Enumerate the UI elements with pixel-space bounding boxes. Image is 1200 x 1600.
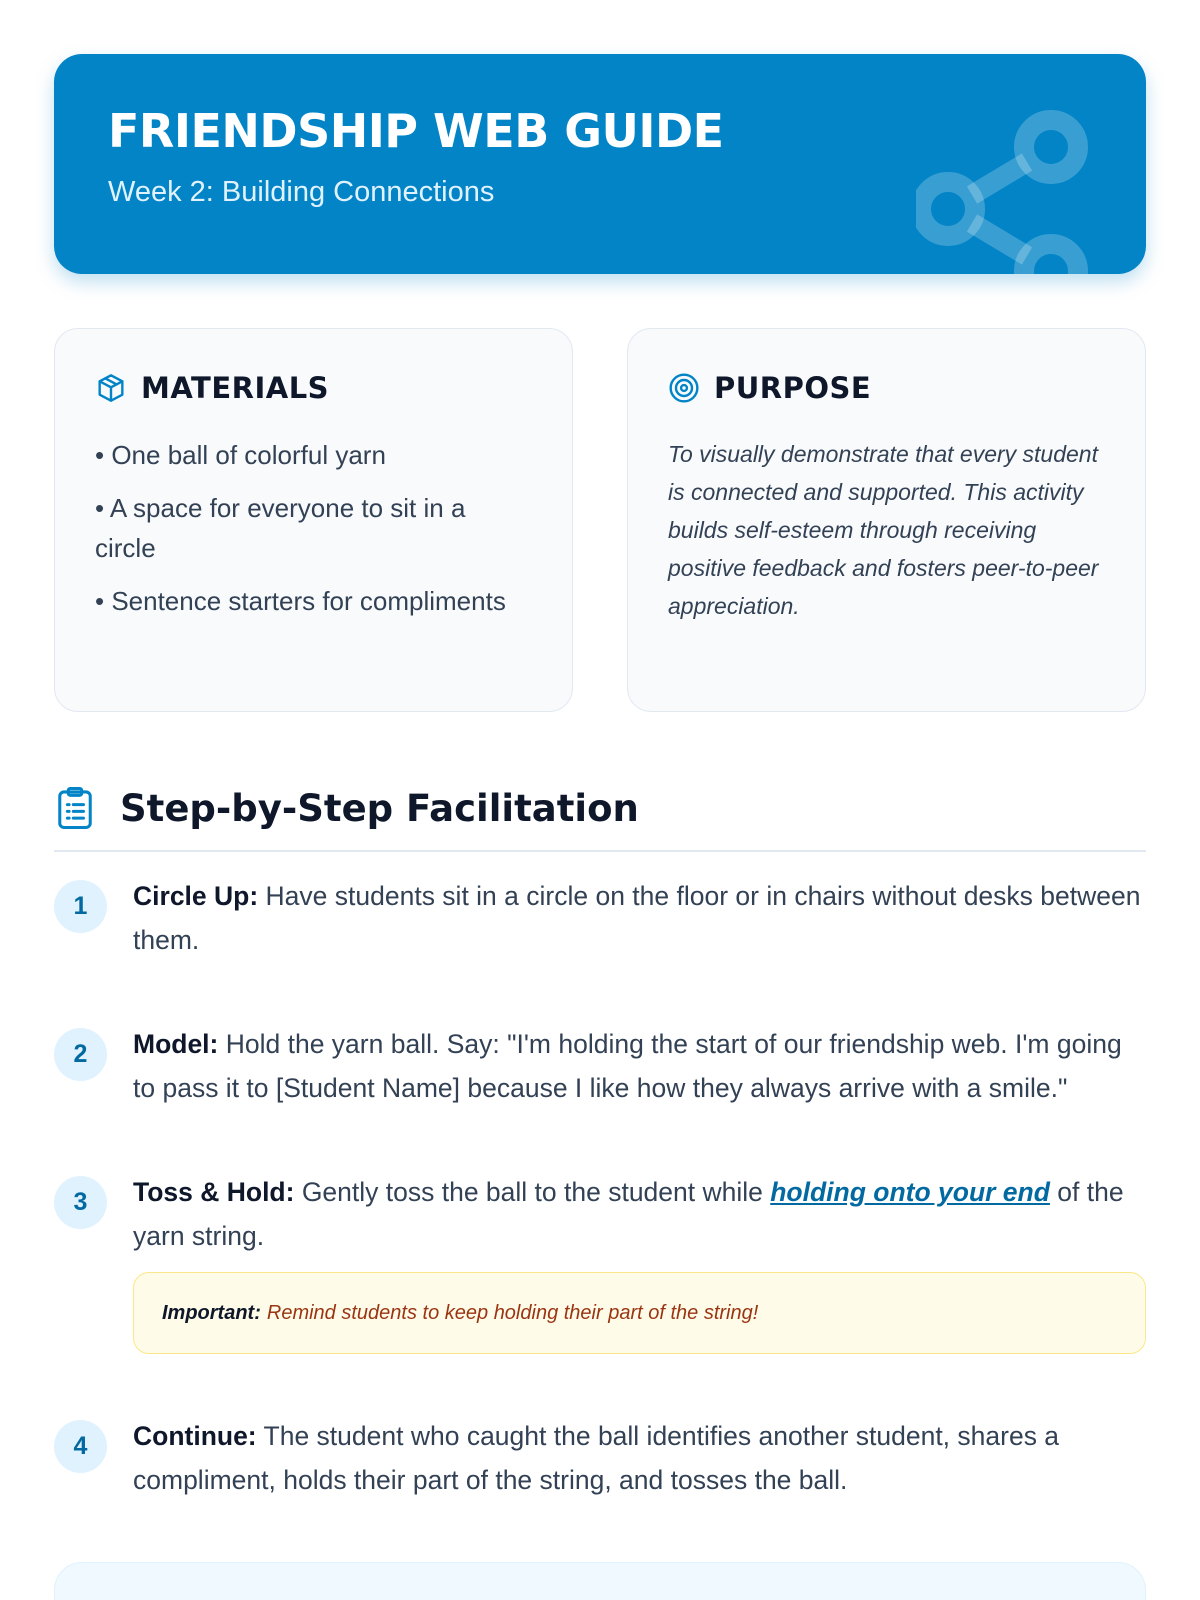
clipboard-icon [54,786,96,830]
step-text [133,1022,1146,1110]
step-item [54,1414,1146,1502]
step-item [54,874,1146,962]
purpose-title: PURPOSE [714,371,872,405]
step-text [133,874,1146,962]
list-item: • A space for everyone to sit in a circle [95,493,466,563]
box-icon [95,372,127,404]
step-description: Have students sit in a circle on the floor or in chairs without desks between them. [133,881,1141,955]
step-label: Toss & Hold: [133,1177,295,1207]
step-label: Continue: [133,1421,257,1451]
section-heading [54,786,1146,852]
page-title: FRIENDSHIP WEB GUIDE [108,104,724,158]
step-label: Circle Up: [133,881,259,911]
target-icon [668,372,700,404]
step-number: 2 [54,1028,107,1081]
list-item: • One ball of colorful yarn [95,440,386,470]
highlighted-phrase: holding onto your end [770,1177,1050,1207]
purpose-text: To visually demonstrate that every student is connected and supported. This activity builds self-esteem through receiving positive feedback and fosters peer-to-peer appreciation. [668,441,1099,619]
list-item: • Sentence starters for compliments [95,586,506,616]
materials-header [95,371,532,405]
important-note [133,1272,1146,1354]
purpose-header [668,371,1105,405]
step-description: Gently toss the ball to the student while [294,1177,771,1207]
step-number: 4 [54,1420,107,1473]
purpose-card [627,328,1146,712]
note-text: Remind students to keep holding their part of the string! [266,1302,759,1324]
step-label: Model: [133,1029,219,1059]
step-number: 3 [54,1176,107,1229]
section-title: Step-by-Step Facilitation [120,786,639,830]
step-text [133,1414,1146,1502]
header-banner [54,54,1146,274]
note-label: Important: [162,1302,261,1324]
next-section-card [54,1562,1146,1600]
step-number: 1 [54,880,107,933]
step-text [133,1170,1146,1354]
step-description: The student who caught the ball identifies another student, shares a compliment, holds their part of the string, and tosses the ball. [133,1421,1060,1495]
share-icon [916,84,1116,274]
step-description-end: of the yarn string. [133,1177,1124,1251]
materials-title: MATERIALS [141,371,330,405]
page-subtitle: Week 2: Building Connections [108,176,495,208]
materials-card [54,328,573,712]
step-description: Hold the yarn ball. Say: "I'm holding the start of our friendship web. I'm going to pass it to [Student Name] because I like how they always arrive with a smile." [133,1029,1122,1103]
steps-list [54,874,1146,1502]
info-cards [54,328,1146,712]
step-item [54,1170,1146,1354]
step-item [54,1022,1146,1110]
materials-list [95,435,532,621]
